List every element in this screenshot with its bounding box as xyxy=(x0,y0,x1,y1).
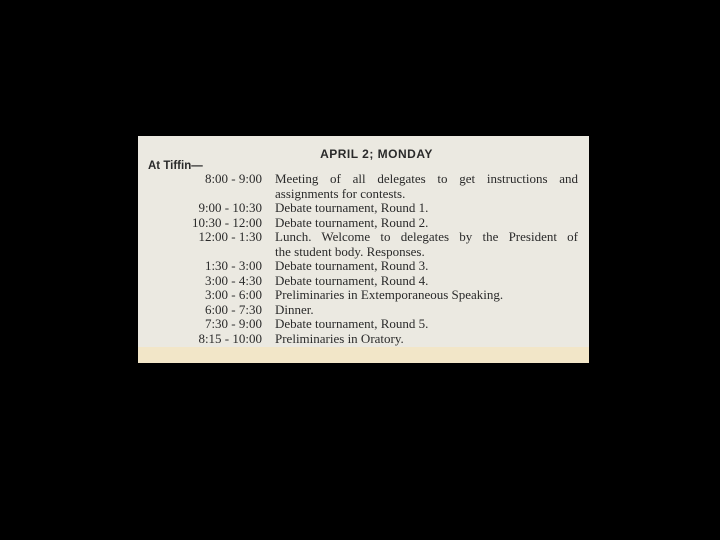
event-description-line: Meeting of all delegates to get instructions and xyxy=(275,171,578,186)
schedule-row xyxy=(138,332,589,347)
schedule-row xyxy=(138,303,589,318)
schedule-row xyxy=(138,230,589,259)
event-description-line: Preliminaries in Oratory. xyxy=(275,330,404,346)
event-description-line: Debate tournament, Round 4. xyxy=(275,272,429,288)
schedule-list xyxy=(138,172,589,346)
clipping-bottom-strip xyxy=(138,347,589,363)
time-range: 10:30 - 12:00 xyxy=(191,214,262,230)
event-description-line: the student body. Responses. xyxy=(275,243,425,259)
event-description-line: Lunch. Welcome to delegates by the President of xyxy=(275,229,578,244)
event-description xyxy=(275,274,578,289)
time-range: 3:00 - 4:30 xyxy=(204,272,262,288)
time-range: 6:00 - 7:30 xyxy=(204,301,262,317)
time-range: 9:00 - 10:30 xyxy=(198,200,262,215)
schedule-row xyxy=(138,172,589,201)
event-description xyxy=(275,230,578,259)
event-description-line: Debate tournament, Round 5. xyxy=(275,316,429,331)
event-description xyxy=(275,201,578,216)
time-range: 8:15 - 10:00 xyxy=(198,330,262,346)
schedule-row xyxy=(138,216,589,231)
event-description xyxy=(275,288,578,303)
schedule-row xyxy=(138,288,589,303)
event-description xyxy=(275,259,578,274)
event-description-line: Debate tournament, Round 3. xyxy=(275,258,429,273)
schedule-row xyxy=(138,259,589,274)
schedule-row xyxy=(138,274,589,289)
event-description xyxy=(275,317,578,332)
event-description xyxy=(275,303,578,318)
time-range: 1:30 - 3:00 xyxy=(204,258,262,273)
time-range: 3:00 - 6:00 xyxy=(204,287,262,302)
location-label: At Tiffin— xyxy=(148,160,203,172)
document-clipping xyxy=(138,136,589,363)
event-description-line: Debate tournament, Round 1. xyxy=(275,200,429,215)
schedule-row xyxy=(138,317,589,332)
date-heading: APRIL 2; MONDAY xyxy=(320,147,433,161)
event-description-line: assignments for contests. xyxy=(275,185,406,201)
event-description-line: Preliminaries in Extemporaneous Speaking. xyxy=(275,287,504,302)
event-description-line: Debate tournament, Round 2. xyxy=(275,214,429,230)
event-description xyxy=(275,216,578,231)
event-description-line: Dinner. xyxy=(275,301,314,317)
event-description xyxy=(275,332,578,347)
schedule-row xyxy=(138,201,589,216)
time-range: 12:00 - 1:30 xyxy=(198,229,262,244)
time-range: 8:00 - 9:00 xyxy=(204,171,262,186)
time-range: 7:30 - 9:00 xyxy=(204,316,262,331)
event-description xyxy=(275,172,578,201)
